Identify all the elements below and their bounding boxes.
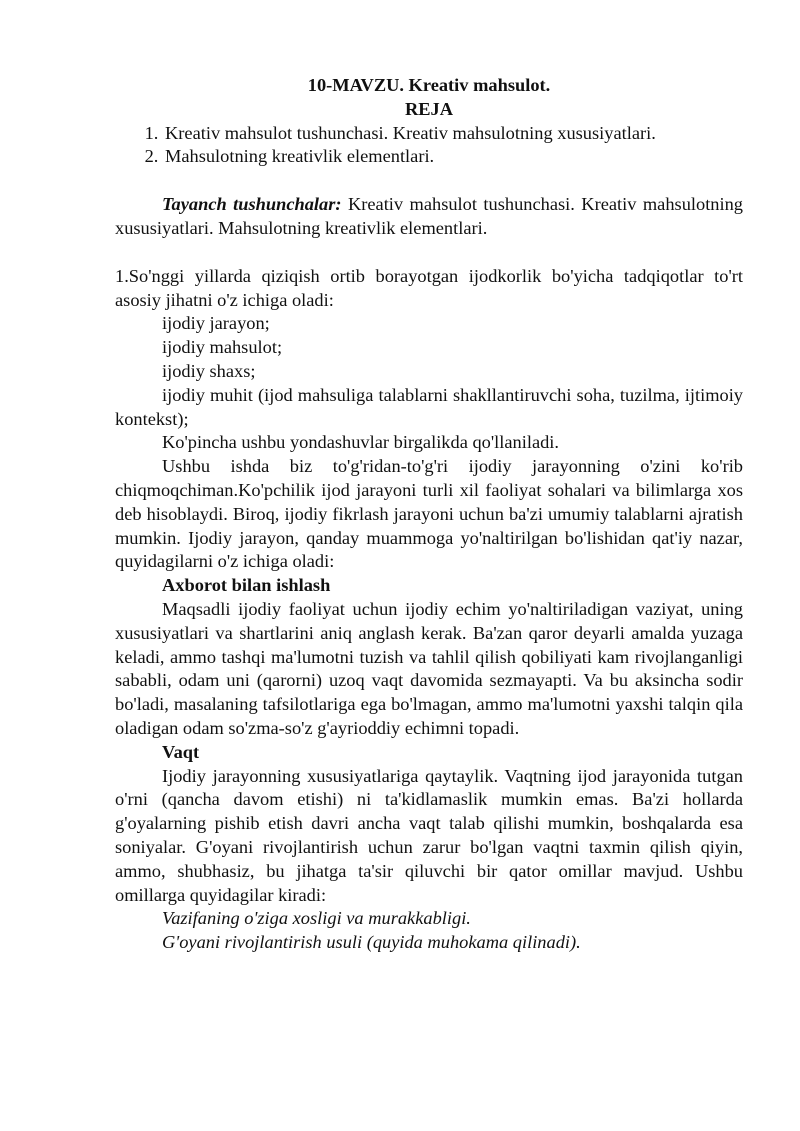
section-text-time: Ijodiy jarayonning xususiyatlariga qaytaylik. Vaqtning ijod jarayonida tutgan o'rni (qancha davom etishi) ni ta'kidlamaslik mumkin emas. Ba'zi hollarda g'oyalarning pishib etish davri ancha vaqt talab qilishi mumkin, boshqalarda esa soniyalar. G'oyani rivojlantirish uchun zarur bo'lgan vaqtni taxmin qilish qiyin, ammo, shubhasiz, bu jihatga ta'sir qiluvchi bir qator omillar mavjud. Ushbu omillarga quyidagilar kiradi: (115, 765, 743, 905)
section-text-information: Maqsadli ijodiy faoliyat uchun ijodiy echim yo'naltiriladigan vaziyat, uning xususiyatlari va shartlarini aniq anglash kerak. Ba'zan qaror deyarli amalda yuzaga keladi, ammo tashqi ma'lumotni tuzish va tahlil qilish qobiliyati kam rivojlanganligi sababli, odam uni (qarorni) uzoq vaqt davomida sezmayapti. Va bu aksincha sodir bo'ladi, masalaning tafsilotlariga ega bo'lmagan, ammo ma'lumotni yaxshi talqin qila oladigan odam so'zma-so'z g'ayrioddiy echimni topadi. (115, 598, 743, 738)
intro-paragraph: 1.So'nggi yillarda qiziqish ortib borayotgan ijodkorlik bo'yicha tadqiqotlar to'rt asosiy jihatni o'z ichiga oladi: (115, 265, 743, 310)
document-title: 10-MAVZU. Kreativ mahsulot. (307, 75, 551, 95)
aspect-item: ijodiy mahsulot; (162, 337, 283, 358)
section-heading-information: Axborot bilan ishlash (162, 575, 331, 596)
aspect-environment: ijodiy muhit (ijod mahsuliga talablarni shakllantiruvchi soha, tuzilma, ijtimoiy kontekst); (115, 384, 743, 429)
key-concepts-text: Kreativ mahsulot tushunchasi. Kreativ mahsulotning xususiyatlari. Mahsulotning kreativlik elementlari. (115, 194, 743, 238)
aspect-item: ijodiy shaxs; (162, 360, 256, 381)
paragraph-approaches: Ko'pincha ushbu yondashuvlar birgalikda qo'llaniladi. (162, 432, 560, 453)
plan-item: 1. Kreativ mahsulot tushunchasi. Kreativ mahsulotning xususiyatlari. (163, 122, 743, 146)
document-page (115, 74, 743, 955)
aspect-item: ijodiy jarayon; (162, 313, 270, 334)
spacer (115, 169, 743, 193)
factor-item: G'oyani rivojlantirish usuli (quyida muhokama qilinadi). (162, 932, 581, 953)
section-heading-time: Vaqt (162, 741, 200, 762)
key-concepts-paragraph (115, 193, 743, 241)
paragraph-process: Ushbu ishda biz to'g'ridan-to'g'ri ijodiy jarayonning o'zini ko'rib chiqmoqchiman.Ko'pchilik ijod jarayoni turli xil faoliyat sohalari va bilimlarga xos deb hisoblaydi. Biroq, ijodiy fikrlash jarayoni uchun ba'zi umumiy talablarni ajratish mumkin. Ijodiy jarayon, qanday muammoga yo'naltirilgan bo'lishidan qat'iy nazar, quyidagilarni o'z ichiga oladi: (115, 456, 743, 572)
spacer (115, 241, 743, 265)
factor-item: Vazifaning o'ziga xosligi va murakkabligi. (162, 908, 471, 929)
plan-heading: REJA (404, 98, 454, 119)
key-concepts-label: Tayanch tushunchalar: (162, 194, 342, 215)
plan-item: 2. Mahsulotning kreativlik elementlari. (163, 145, 743, 169)
plan-list (115, 122, 743, 170)
